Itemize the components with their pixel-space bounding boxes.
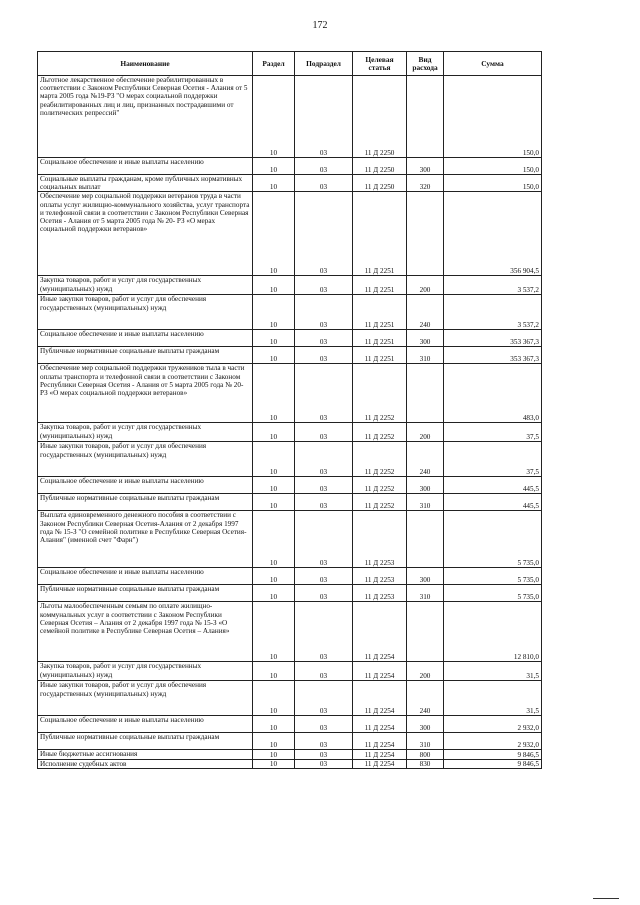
row-name: Социальное обеспечение и иные выплаты населению	[38, 330, 253, 347]
row-podrazdel: 03	[295, 423, 353, 442]
table-row	[38, 192, 542, 276]
row-name: Публичные нормативные социальные выплаты гражданам	[38, 494, 253, 511]
row-podrazdel: 03	[295, 716, 353, 733]
row-vid: 200	[407, 662, 444, 681]
row-target: 11 Д 2254	[353, 716, 407, 733]
header-razdel: Раздел	[253, 52, 295, 76]
row-name: Закупка товаров, работ и услуг для государственных (муниципальных) нужд	[38, 662, 253, 681]
row-sum: 31,5	[444, 681, 542, 716]
row-sum: 356 904,5	[444, 192, 542, 276]
row-target: 11 Д 2251	[353, 330, 407, 347]
row-name: Иные закупки товаров, работ и услуг для обеспечения государственных (муниципальных) нужд	[38, 442, 253, 477]
row-sum: 445,5	[444, 477, 542, 494]
row-sum: 12 810,0	[444, 602, 542, 662]
row-podrazdel: 03	[295, 76, 353, 158]
row-target: 11 Д 2254	[353, 733, 407, 750]
row-target: 11 Д 2251	[353, 347, 407, 364]
header-target: Целевая статья	[353, 52, 407, 76]
row-vid: 310	[407, 347, 444, 364]
row-vid: 240	[407, 295, 444, 330]
row-razdel: 10	[253, 733, 295, 750]
row-name: Иные закупки товаров, работ и услуг для обеспечения государственных (муниципальных) нужд	[38, 681, 253, 716]
row-podrazdel: 03	[295, 585, 353, 602]
row-name: Социальное обеспечение и иные выплаты населению	[38, 477, 253, 494]
row-vid: 830	[407, 759, 444, 768]
table-row	[38, 477, 542, 494]
row-name: Публичные нормативные социальные выплаты гражданам	[38, 733, 253, 750]
table-row	[38, 442, 542, 477]
row-razdel: 10	[253, 276, 295, 295]
row-vid: 200	[407, 276, 444, 295]
row-podrazdel: 03	[295, 192, 353, 276]
table-row	[38, 158, 542, 175]
row-razdel: 10	[253, 662, 295, 681]
table-body	[38, 76, 542, 769]
row-podrazdel: 03	[295, 477, 353, 494]
row-podrazdel: 03	[295, 750, 353, 759]
table-row	[38, 662, 542, 681]
row-razdel: 10	[253, 295, 295, 330]
row-target: 11 Д 2250	[353, 76, 407, 158]
header-podrazdel: Подраздел	[295, 52, 353, 76]
table-row	[38, 568, 542, 585]
page-number: 172	[312, 20, 328, 31]
row-target: 11 Д 2253	[353, 568, 407, 585]
row-target: 11 Д 2251	[353, 295, 407, 330]
row-name: Иные бюджетные ассигнования	[38, 750, 253, 759]
row-vid	[407, 76, 444, 158]
table-row	[38, 276, 542, 295]
row-podrazdel: 03	[295, 330, 353, 347]
row-sum: 483,0	[444, 364, 542, 423]
row-target: 11 Д 2251	[353, 276, 407, 295]
row-name: Закупка товаров, работ и услуг для государственных (муниципальных) нужд	[38, 423, 253, 442]
table-row	[38, 750, 542, 759]
row-name: Публичные нормативные социальные выплаты гражданам	[38, 585, 253, 602]
table-row	[38, 602, 542, 662]
row-razdel: 10	[253, 568, 295, 585]
row-podrazdel: 03	[295, 295, 353, 330]
row-sum: 2 932,0	[444, 733, 542, 750]
row-name: Льготное лекарственное обеспечение реабилитированных в соответствии с Законом Республики Северная Осетия - Алания от 5 марта 2005 года №19-РЗ "О мерах социальной поддержки реабилитированных лиц и лиц, признанных пострадавшими от политических репрессий"	[38, 76, 253, 158]
table-row	[38, 423, 542, 442]
row-razdel: 10	[253, 750, 295, 759]
row-razdel: 10	[253, 716, 295, 733]
row-razdel: 10	[253, 347, 295, 364]
row-razdel: 10	[253, 364, 295, 423]
table-row	[38, 76, 542, 158]
row-sum: 9 846,5	[444, 750, 542, 759]
row-vid: 800	[407, 750, 444, 759]
row-vid: 300	[407, 477, 444, 494]
table-header-row	[38, 52, 542, 76]
row-podrazdel: 03	[295, 494, 353, 511]
table-row	[38, 364, 542, 423]
row-target: 11 Д 2253	[353, 585, 407, 602]
row-sum: 3 537,2	[444, 295, 542, 330]
row-name: Социальное обеспечение и иные выплаты населению	[38, 716, 253, 733]
row-razdel: 10	[253, 759, 295, 768]
row-name: Обеспечение мер социальной поддержки тружеников тыла в части оплаты транспорта и телефонной связи в соответствии с Законом Республики Северная Осетия - Алания от 5 марта 2005 года № 20-РЗ «О мерах социальной поддержки ветеранов»	[38, 364, 253, 423]
row-podrazdel: 03	[295, 276, 353, 295]
row-podrazdel: 03	[295, 662, 353, 681]
row-name: Иные закупки товаров, работ и услуг для обеспечения государственных (муниципальных) нужд	[38, 295, 253, 330]
row-sum: 9 846,5	[444, 759, 542, 768]
row-name: Социальные выплаты гражданам, кроме публичных нормативных социальных выплат	[38, 175, 253, 192]
row-razdel: 10	[253, 175, 295, 192]
row-vid	[407, 602, 444, 662]
footer-line	[593, 898, 619, 899]
row-target: 11 Д 2252	[353, 442, 407, 477]
row-vid: 300	[407, 158, 444, 175]
table-row	[38, 347, 542, 364]
row-name: Выплата единовременного денежного пособия в соответствии с Законом Республики Северная Осетия-Алания от 2 декабря 1997 года № 15-З "О семейной политике в Республике Северная Осетия-Алания" (именной счет "Фарн")	[38, 511, 253, 568]
row-target: 11 Д 2254	[353, 759, 407, 768]
row-sum: 37,5	[444, 442, 542, 477]
row-target: 11 Д 2254	[353, 681, 407, 716]
row-sum: 353 367,3	[444, 330, 542, 347]
row-razdel: 10	[253, 477, 295, 494]
row-sum: 2 932,0	[444, 716, 542, 733]
row-podrazdel: 03	[295, 364, 353, 423]
table-row	[38, 681, 542, 716]
header-sum: Сумма	[444, 52, 542, 76]
row-sum: 150,0	[444, 76, 542, 158]
table-row	[38, 733, 542, 750]
row-name: Социальное обеспечение и иные выплаты населению	[38, 158, 253, 175]
row-target: 11 Д 2250	[353, 175, 407, 192]
table-row	[38, 511, 542, 568]
row-name: Обеспечение мер социальной поддержки ветеранов труда в части оплаты услуг жилищно-коммунального хозяйства, услуг транспорта и телефонной связи в соответствии с Законом Республики Северная Осетия - Алания от 5 марта 2005 года № 20- РЗ «О мерах социальной поддержки ветеранов»	[38, 192, 253, 276]
row-target: 11 Д 2254	[353, 750, 407, 759]
header-name: Наименование	[38, 52, 253, 76]
row-sum: 5 735,0	[444, 511, 542, 568]
row-target: 11 Д 2251	[353, 192, 407, 276]
row-target: 11 Д 2252	[353, 477, 407, 494]
row-target: 11 Д 2254	[353, 662, 407, 681]
row-vid: 320	[407, 175, 444, 192]
row-vid: 300	[407, 568, 444, 585]
row-name: Закупка товаров, работ и услуг для государственных (муниципальных) нужд	[38, 276, 253, 295]
row-sum: 3 537,2	[444, 276, 542, 295]
row-target: 11 Д 2254	[353, 602, 407, 662]
row-podrazdel: 03	[295, 602, 353, 662]
row-podrazdel: 03	[295, 759, 353, 768]
row-vid: 300	[407, 716, 444, 733]
row-name: Социальное обеспечение и иные выплаты населению	[38, 568, 253, 585]
budget-table	[37, 51, 542, 769]
row-podrazdel: 03	[295, 158, 353, 175]
table-row	[38, 585, 542, 602]
row-sum: 5 735,0	[444, 568, 542, 585]
table-row	[38, 175, 542, 192]
row-vid: 310	[407, 733, 444, 750]
row-podrazdel: 03	[295, 681, 353, 716]
row-podrazdel: 03	[295, 568, 353, 585]
row-sum: 150,0	[444, 175, 542, 192]
row-target: 11 Д 2253	[353, 511, 407, 568]
row-vid: 310	[407, 494, 444, 511]
row-name: Исполнение судебных актов	[38, 759, 253, 768]
table-row	[38, 330, 542, 347]
row-sum: 5 735,0	[444, 585, 542, 602]
row-sum: 445,5	[444, 494, 542, 511]
row-podrazdel: 03	[295, 347, 353, 364]
row-razdel: 10	[253, 158, 295, 175]
row-podrazdel: 03	[295, 511, 353, 568]
row-razdel: 10	[253, 585, 295, 602]
row-podrazdel: 03	[295, 442, 353, 477]
row-vid	[407, 192, 444, 276]
row-razdel: 10	[253, 442, 295, 477]
row-podrazdel: 03	[295, 175, 353, 192]
row-target: 11 Д 2252	[353, 423, 407, 442]
row-razdel: 10	[253, 511, 295, 568]
table-row	[38, 295, 542, 330]
row-sum: 37,5	[444, 423, 542, 442]
table-row	[38, 759, 542, 768]
table-row	[38, 716, 542, 733]
row-name: Льготы малообеспеченным семьям по оплате жилищно-коммунальных услуг в соответствии с Законом Республики Северная Осетия – Алания от 2 декабря 1997 года № 15-З «О семейной политике в Республике Северная Осетия – Алания»	[38, 602, 253, 662]
row-razdel: 10	[253, 602, 295, 662]
row-podrazdel: 03	[295, 733, 353, 750]
row-razdel: 10	[253, 76, 295, 158]
row-vid: 200	[407, 423, 444, 442]
row-target: 11 Д 2252	[353, 364, 407, 423]
row-vid	[407, 364, 444, 423]
row-vid: 240	[407, 681, 444, 716]
row-name: Публичные нормативные социальные выплаты гражданам	[38, 347, 253, 364]
row-razdel: 10	[253, 330, 295, 347]
row-target: 11 Д 2252	[353, 494, 407, 511]
row-sum: 31,5	[444, 662, 542, 681]
row-razdel: 10	[253, 423, 295, 442]
row-vid: 310	[407, 585, 444, 602]
row-sum: 150,0	[444, 158, 542, 175]
row-sum: 353 367,3	[444, 347, 542, 364]
row-razdel: 10	[253, 681, 295, 716]
row-vid	[407, 511, 444, 568]
header-vid: Вид расхода	[407, 52, 444, 76]
row-razdel: 10	[253, 494, 295, 511]
row-target: 11 Д 2250	[353, 158, 407, 175]
row-vid: 240	[407, 442, 444, 477]
table-row	[38, 494, 542, 511]
row-razdel: 10	[253, 192, 295, 276]
row-vid: 300	[407, 330, 444, 347]
